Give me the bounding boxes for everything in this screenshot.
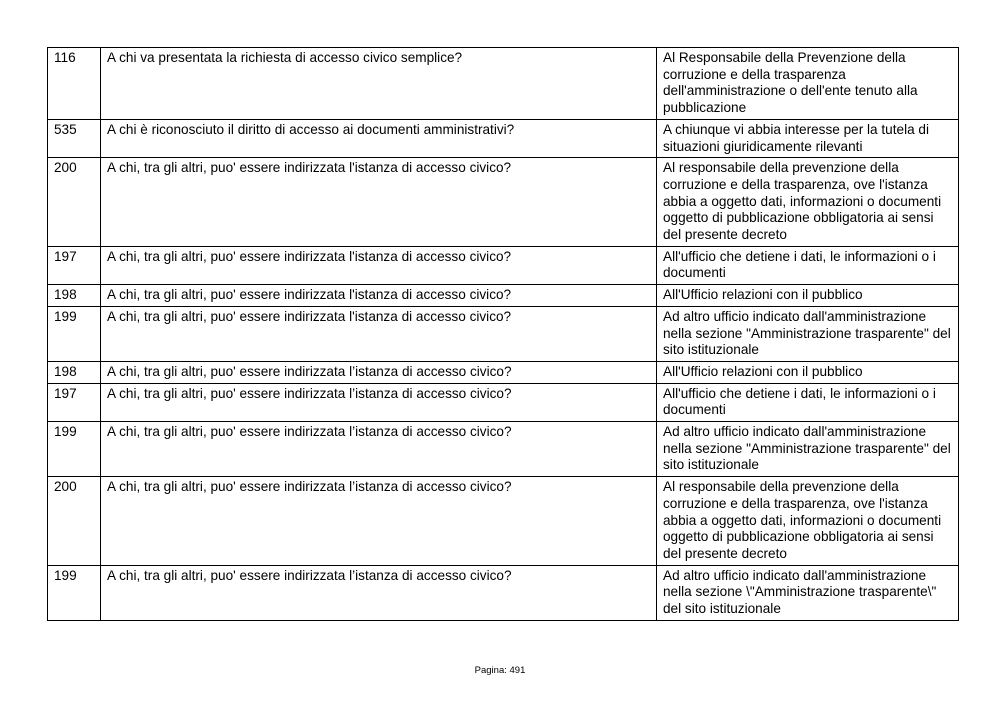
question-id: 197 <box>48 246 101 284</box>
table-row <box>48 477 959 566</box>
page-number: Pagina: 491 <box>474 665 526 676</box>
answer-text: All'Ufficio relazioni con il pubblico <box>657 361 959 383</box>
question-id: 199 <box>48 565 101 620</box>
table-row <box>48 422 959 477</box>
question-text: A chi, tra gli altri, puo' essere indirizzata l’istanza di accesso civico? <box>101 361 657 383</box>
question-text: A chi, tra gli altri, puo' essere indirizzata l'istanza di accesso civico? <box>101 246 657 284</box>
question-id: 200 <box>48 158 101 247</box>
questions-table <box>47 47 959 621</box>
answer-text: Al responsabile della prevenzione della corruzione e della trasparenza, ove l'istanza abbia a oggetto dati, informazioni o documenti oggetto di pubblicazione obbligatoria ai sensi del presente decreto <box>657 477 959 566</box>
table-row <box>48 306 959 361</box>
question-text: A chi, tra gli altri, puo' essere indirizzata l'istanza di accesso civico? <box>101 158 657 247</box>
answer-text: Ad altro ufficio indicato dall'amministrazione nella sezione \"Amministrazione trasparente\" del sito istituzionale <box>657 565 959 620</box>
table-row <box>48 383 959 421</box>
question-id: 200 <box>48 477 101 566</box>
table-row <box>48 246 959 284</box>
answer-text: All'Ufficio relazioni con il pubblico <box>657 285 959 307</box>
questions-table-body <box>48 48 959 621</box>
question-id: 199 <box>48 422 101 477</box>
question-id: 535 <box>48 119 101 157</box>
table-row <box>48 119 959 157</box>
question-id: 199 <box>48 306 101 361</box>
answer-text: All'ufficio che detiene i dati, le informazioni o i documenti <box>657 383 959 421</box>
answer-text: Ad altro ufficio indicato dall'amministrazione nella sezione "Amministrazione trasparente" del sito istituzionale <box>657 422 959 477</box>
answer-text: A chiunque vi abbia interesse per la tutela di situazioni giuridicamente rilevanti <box>657 119 959 157</box>
question-text: A chi, tra gli altri, puo' essere indirizzata l’istanza di accesso civico? <box>101 422 657 477</box>
question-text: A chi, tra gli altri, puo' essere indirizzata l’istanza di accesso civico? <box>101 565 657 620</box>
table-row <box>48 361 959 383</box>
question-text: A chi, tra gli altri, puo' essere indirizzata l’istanza di accesso civico? <box>101 477 657 566</box>
table-row <box>48 48 959 120</box>
question-text: A chi va presentata la richiesta di accesso civico semplice? <box>101 48 657 120</box>
question-text: A chi, tra gli altri, puo' essere indirizzata l'istanza di accesso civico? <box>101 285 657 307</box>
question-text: A chi, tra gli altri, puo' essere indirizzata l’istanza di accesso civico? <box>101 383 657 421</box>
answer-text: All'ufficio che detiene i dati, le informazioni o i documenti <box>657 246 959 284</box>
question-id: 116 <box>48 48 101 120</box>
question-id: 198 <box>48 361 101 383</box>
table-row <box>48 285 959 307</box>
question-text: A chi è riconosciuto il diritto di accesso ai documenti amministrativi? <box>101 119 657 157</box>
answer-text: Al Responsabile della Prevenzione della corruzione e della trasparenza dell'amministrazione o dell'ente tenuto alla pubblicazione <box>657 48 959 120</box>
question-id: 198 <box>48 285 101 307</box>
question-text: A chi, tra gli altri, puo' essere indirizzata l'istanza di accesso civico? <box>101 306 657 361</box>
answer-text: Al responsabile della prevenzione della corruzione e della trasparenza, ove l'istanza abbia a oggetto dati, informazioni o documenti oggetto di pubblicazione obbligatoria ai sensi del presente decreto <box>657 158 959 247</box>
table-row <box>48 565 959 620</box>
table-row <box>48 158 959 247</box>
answer-text: Ad altro ufficio indicato dall'amministrazione nella sezione "Amministrazione trasparente" del sito istituzionale <box>657 306 959 361</box>
question-id: 197 <box>48 383 101 421</box>
